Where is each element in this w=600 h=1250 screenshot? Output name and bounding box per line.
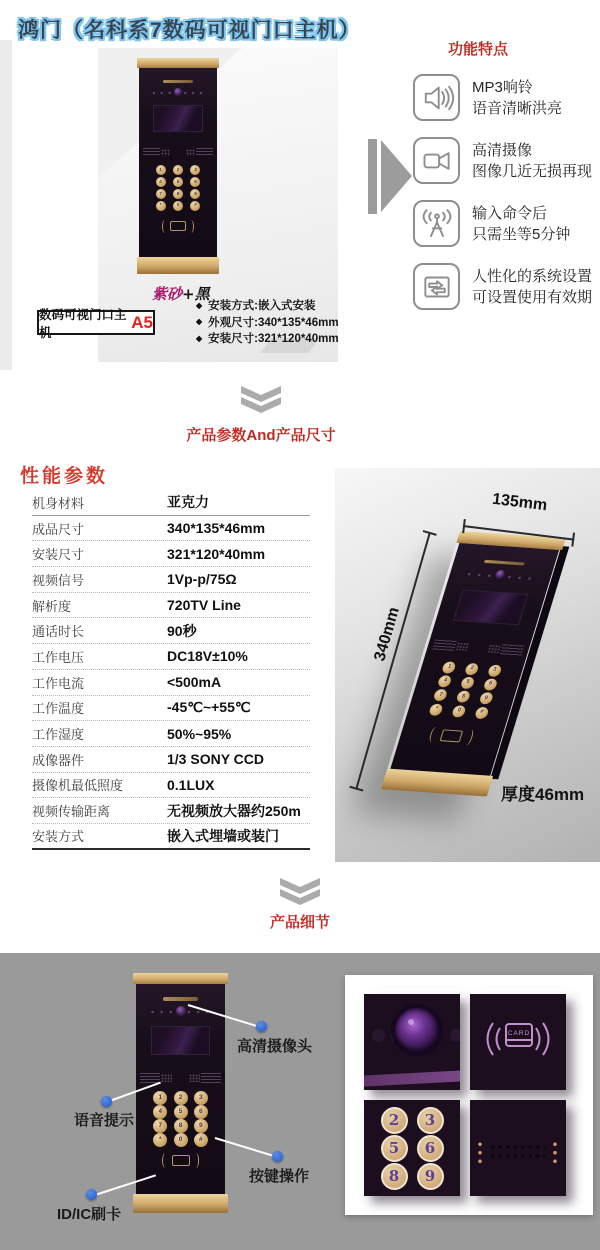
spec-value: 1Vp-p/75Ω bbox=[167, 571, 237, 588]
brand-logo bbox=[163, 997, 199, 1000]
table-row bbox=[32, 773, 310, 799]
keypad-key: 8 bbox=[174, 1119, 188, 1133]
table-row bbox=[32, 516, 310, 542]
intercom-front-photo bbox=[381, 531, 566, 797]
grille-lines bbox=[201, 1073, 220, 1082]
keypad-key: 5 bbox=[381, 1135, 408, 1162]
keypad-key: 9 bbox=[194, 1119, 208, 1133]
detail-tiles-card bbox=[345, 975, 593, 1215]
keypad-key: 8 bbox=[381, 1163, 408, 1190]
spec-value: 无视频放大器约250m bbox=[167, 802, 301, 819]
grille-dots bbox=[487, 644, 501, 653]
keypad-key: 8 bbox=[455, 691, 471, 704]
feature-line2: 语音清晰洪亮 bbox=[472, 99, 563, 117]
table-row bbox=[32, 644, 310, 670]
keypad-key: 3 bbox=[194, 1091, 208, 1105]
keypad-key: 3 bbox=[487, 664, 503, 677]
variant-secondary: 黑 bbox=[194, 285, 210, 303]
height-dimension-label: 340mm bbox=[371, 605, 403, 664]
keypad-key: 4 bbox=[156, 177, 166, 187]
callout-label: 按键操作 bbox=[249, 1168, 310, 1185]
keypad-key: 9 bbox=[190, 189, 200, 199]
spec-table bbox=[32, 490, 310, 850]
keypad bbox=[423, 659, 508, 720]
keypad-key: 9 bbox=[417, 1163, 444, 1190]
keypad-key: 5 bbox=[174, 1105, 188, 1119]
card-wave-right bbox=[462, 729, 475, 746]
features-title: 功能特点 bbox=[447, 41, 508, 58]
intercom-body bbox=[139, 68, 216, 258]
keypad-key: 7 bbox=[433, 689, 449, 702]
speaker-detail-tile bbox=[470, 1100, 566, 1196]
keypad-detail-tile bbox=[364, 1100, 460, 1196]
spec-label: 成品尺寸 bbox=[32, 521, 85, 537]
grille-lines bbox=[143, 148, 160, 157]
spec-value: <500mA bbox=[167, 674, 222, 691]
brand-logo bbox=[163, 80, 194, 83]
keypad-key: 6 bbox=[194, 1105, 208, 1119]
card-slot bbox=[172, 1155, 190, 1166]
product-details-band bbox=[0, 953, 600, 1250]
callout-dot-icon bbox=[256, 1021, 267, 1032]
lcd-screen bbox=[453, 589, 528, 625]
keypad-key: 6 bbox=[482, 678, 498, 691]
gold-bottom-bar bbox=[137, 257, 219, 274]
gold-top-bar bbox=[137, 58, 219, 68]
spec-label: 解析度 bbox=[32, 598, 72, 614]
keypad-key: 4 bbox=[437, 675, 453, 688]
depth-dimension-label: 厚度46mm bbox=[501, 785, 585, 804]
callout-dot-icon bbox=[101, 1096, 112, 1107]
camera-lens bbox=[395, 1008, 439, 1052]
card-reader bbox=[159, 1152, 202, 1168]
chevron-down-icon bbox=[238, 385, 284, 417]
keypad-key: 2 bbox=[464, 662, 480, 675]
spec-label: 视频信号 bbox=[32, 572, 85, 588]
keypad bbox=[152, 164, 204, 211]
callout-label: 语音提示 bbox=[74, 1112, 135, 1129]
speaker-grille bbox=[140, 1073, 220, 1082]
keypad-key: 5 bbox=[460, 677, 476, 690]
keypad-key: # bbox=[190, 201, 200, 211]
video-camera-icon bbox=[413, 137, 460, 184]
keypad-key: 1 bbox=[156, 165, 166, 175]
callout-dot-icon bbox=[86, 1189, 97, 1200]
card-wave-right bbox=[188, 220, 194, 234]
keypad-key: 0 bbox=[173, 201, 183, 211]
spec-value: DC18V±10% bbox=[167, 648, 248, 665]
arrow-bar-icon bbox=[368, 139, 377, 214]
table-row bbox=[32, 593, 310, 619]
list-item bbox=[196, 297, 339, 314]
keypad-closeup bbox=[376, 1106, 448, 1190]
speaker-holes bbox=[489, 1143, 545, 1162]
keypad-key: * bbox=[156, 201, 166, 211]
keypad-key: 6 bbox=[417, 1135, 444, 1162]
callout-dot-icon bbox=[272, 1151, 283, 1162]
spec-label: 通话时长 bbox=[32, 624, 85, 640]
card-reader bbox=[425, 726, 478, 746]
antenna-icon bbox=[413, 200, 460, 247]
purple-band bbox=[364, 1070, 460, 1086]
width-dimension-label: 135mm bbox=[491, 490, 549, 515]
table-row bbox=[32, 490, 310, 516]
model-label-box bbox=[37, 307, 155, 340]
variant-primary: 紫砂 bbox=[152, 285, 183, 303]
keypad-key: 7 bbox=[153, 1119, 167, 1133]
speaker-icon bbox=[413, 74, 460, 121]
keypad-key: 3 bbox=[417, 1107, 444, 1134]
card-wave-right bbox=[193, 1153, 200, 1168]
keypad bbox=[150, 1091, 211, 1144]
spec-label: 工作温度 bbox=[32, 701, 85, 717]
keypad-key: 8 bbox=[173, 189, 183, 199]
bullet-text: 外观尺寸:340*135*46mm bbox=[208, 316, 339, 329]
model-code: A5 bbox=[131, 312, 153, 332]
feature-text bbox=[472, 266, 592, 308]
diamond-bullet-icon: ◆ bbox=[196, 300, 203, 310]
tilted-intercom-photo bbox=[381, 531, 566, 797]
keypad-key: # bbox=[474, 706, 490, 719]
spec-value: 亚克力 bbox=[167, 494, 209, 511]
gold-bottom-bar bbox=[133, 1194, 228, 1213]
spec-label: 成像器件 bbox=[32, 752, 85, 768]
spec-value: 50%~95% bbox=[167, 725, 232, 742]
feature-line2: 只需坐等5分钟 bbox=[472, 225, 571, 243]
gold-speaker-dots bbox=[551, 1140, 562, 1165]
feature-line2: 可设置使用有效期 bbox=[472, 288, 593, 306]
diamond-bullet-icon: ◆ bbox=[196, 317, 203, 327]
feature-item bbox=[413, 137, 599, 184]
keypad-key: 0 bbox=[174, 1133, 188, 1147]
feature-item bbox=[413, 263, 599, 310]
gold-speaker-dots bbox=[476, 1140, 487, 1165]
table-row bbox=[32, 824, 310, 850]
bullet-text: 安装尺寸:321*120*40mm bbox=[208, 333, 339, 346]
bullet-text: 安装方式:嵌入式安装 bbox=[208, 300, 316, 313]
lcd-screen bbox=[151, 1026, 210, 1056]
section-divider-label: 产品参数And产品尺寸 bbox=[186, 427, 336, 444]
camera-lens bbox=[176, 1006, 186, 1016]
spec-label: 安装方式 bbox=[32, 829, 85, 845]
grille-dots bbox=[189, 1074, 199, 1082]
keypad-key: 5 bbox=[173, 177, 183, 187]
card-label: CARD bbox=[507, 1030, 531, 1037]
features-panel bbox=[413, 38, 599, 326]
grille-dots bbox=[456, 642, 470, 651]
table-row bbox=[32, 696, 310, 722]
spec-value: 340*135*46mm bbox=[167, 520, 266, 537]
feature-text bbox=[472, 140, 592, 182]
spec-label: 工作电压 bbox=[32, 649, 85, 665]
keypad-key: 4 bbox=[153, 1105, 167, 1119]
spec-label: 机身材料 bbox=[32, 495, 85, 511]
grille-lines bbox=[196, 148, 213, 157]
variant-plus: + bbox=[182, 285, 195, 303]
spec-label: 工作湿度 bbox=[32, 727, 85, 743]
keypad-key: * bbox=[153, 1133, 167, 1147]
dimension-photo bbox=[335, 468, 600, 862]
intercom-front-photo bbox=[137, 58, 219, 274]
card-wave-left bbox=[162, 1153, 169, 1168]
keypad-key: 0 bbox=[451, 705, 467, 718]
grille-lines bbox=[432, 639, 457, 651]
brand-logo bbox=[484, 559, 525, 565]
install-bullets bbox=[196, 297, 339, 347]
diamond-bullet-icon: ◆ bbox=[196, 333, 203, 343]
feature-line1: MP3响铃 bbox=[472, 78, 533, 96]
card-slot bbox=[440, 729, 464, 742]
card-reader-detail-tile bbox=[470, 994, 566, 1090]
feature-text bbox=[472, 203, 570, 245]
table-row bbox=[32, 567, 310, 593]
spec-label: 安装尺寸 bbox=[32, 547, 85, 563]
keypad-key: # bbox=[194, 1133, 208, 1147]
card-wave-left bbox=[162, 220, 168, 234]
spec-value: 90秒 bbox=[167, 622, 197, 639]
speaker-grille bbox=[432, 639, 525, 655]
grille-dots bbox=[186, 149, 195, 156]
table-row bbox=[32, 721, 310, 747]
feature-line1: 高清摄像 bbox=[472, 141, 533, 159]
sync-arrows-icon bbox=[413, 263, 460, 310]
callout-label: ID/IC刷卡 bbox=[57, 1206, 122, 1223]
list-item bbox=[196, 330, 339, 347]
card-wave-left bbox=[428, 726, 441, 743]
lcd-screen bbox=[153, 105, 204, 132]
gold-top-bar bbox=[133, 973, 228, 984]
camera-lens bbox=[174, 88, 182, 96]
camera-detail-tile bbox=[364, 994, 460, 1090]
spec-value: 321*120*40mm bbox=[167, 545, 266, 562]
spec-value: 0.1LUX bbox=[167, 776, 215, 793]
speaker-grille bbox=[143, 148, 212, 157]
keypad-key: * bbox=[429, 703, 445, 716]
section-divider-label: 产品细节 bbox=[269, 914, 330, 931]
spec-value: 1/3 SONY CCD bbox=[167, 751, 264, 768]
sensor-dot bbox=[450, 1029, 460, 1042]
keypad-key: 9 bbox=[478, 692, 494, 705]
grille-lines bbox=[140, 1073, 159, 1082]
spec-label: 视频传输距离 bbox=[32, 804, 111, 820]
card-slot bbox=[170, 221, 186, 231]
feature-item bbox=[413, 74, 599, 121]
spec-value: 嵌入式埋墙或装门 bbox=[167, 827, 279, 844]
background-strip bbox=[0, 40, 12, 370]
keypad-key: 1 bbox=[442, 661, 458, 674]
spec-label: 摄像机最低照度 bbox=[32, 778, 124, 794]
chevron-down-icon bbox=[277, 877, 323, 909]
sensor-dot bbox=[372, 1029, 385, 1042]
page-title: 鸿门（名科系7数码可视门口主机） bbox=[18, 19, 361, 42]
keypad-key: 6 bbox=[190, 177, 200, 187]
card-reader bbox=[159, 219, 196, 233]
feature-text bbox=[472, 77, 562, 119]
keypad-key: 2 bbox=[173, 165, 183, 175]
spec-label: 工作电流 bbox=[32, 675, 85, 691]
table-row bbox=[32, 747, 310, 773]
grille-dots bbox=[161, 149, 170, 156]
callout-label: 高清摄像头 bbox=[237, 1038, 313, 1055]
feature-line1: 人性化的系统设置 bbox=[472, 267, 593, 285]
spec-value: 720TV Line bbox=[167, 597, 241, 614]
spec-value: -45℃~+55℃ bbox=[167, 699, 251, 716]
grille-dots bbox=[161, 1074, 171, 1082]
model-name: 数码可视门口主机 bbox=[39, 307, 127, 340]
table-row bbox=[32, 670, 310, 696]
arrow-triangle-icon bbox=[381, 140, 412, 212]
grille-lines bbox=[500, 644, 525, 656]
feature-item bbox=[413, 200, 599, 247]
feature-line2: 图像几近无损再现 bbox=[472, 162, 593, 180]
keypad-key: 7 bbox=[156, 189, 166, 199]
keypad-key: 2 bbox=[381, 1107, 408, 1134]
table-row bbox=[32, 798, 310, 824]
keypad-key: 2 bbox=[174, 1091, 188, 1105]
keypad-key: 3 bbox=[190, 165, 200, 175]
table-row bbox=[32, 618, 310, 644]
table-row bbox=[32, 541, 310, 567]
feature-line1: 输入命令后 bbox=[472, 204, 548, 222]
spec-section-title: 性能参数 bbox=[20, 466, 109, 487]
keypad-key: 1 bbox=[153, 1091, 167, 1105]
intercom-body bbox=[136, 984, 225, 1195]
list-item bbox=[196, 314, 339, 331]
